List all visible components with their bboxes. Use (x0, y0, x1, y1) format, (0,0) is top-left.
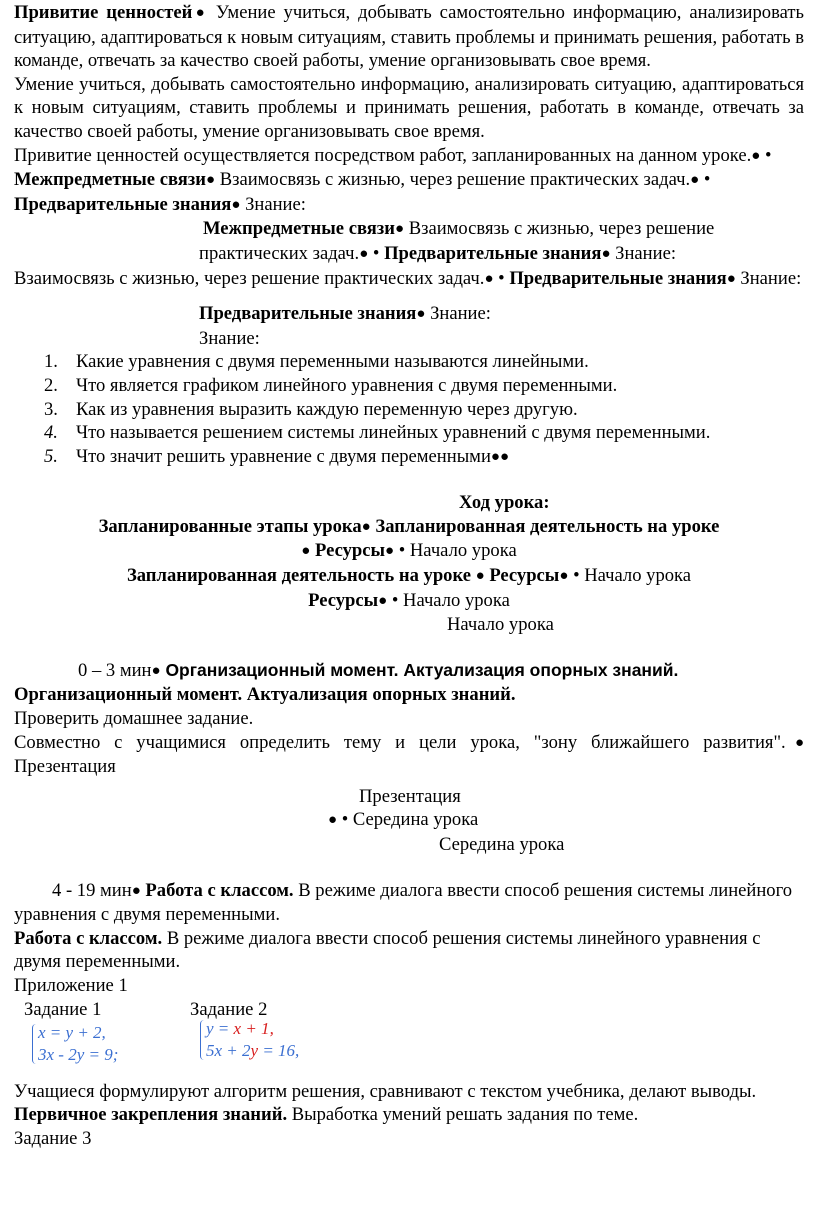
resources-start-line: Ресурсы● • Начало урока (308, 589, 510, 611)
bullet-small-icon: • (703, 169, 711, 191)
task2-system (206, 1018, 299, 1062)
list-item: 2. Что является графиком линейного уравнения с двумя переменными. (44, 374, 618, 396)
bullet-icon: ● (385, 543, 395, 560)
spacer (14, 637, 804, 659)
tasks-row (14, 998, 804, 1064)
bullet-icon: ● (785, 734, 804, 751)
life-connection-paragraph: Взаимосвязь с жизнью, через решение практических задач.● • Предварительные знания● Знание: (14, 267, 802, 289)
values-heading: Привитие ценностей (14, 2, 193, 23)
bullet-icon: ● (131, 882, 141, 899)
document-page (14, 0, 804, 1150)
bullet-icon: ● (361, 518, 371, 535)
bullet-icon: ● (416, 306, 426, 323)
bullet-small-icon: • (573, 565, 580, 587)
task3-label: Задание 3 (14, 1127, 92, 1149)
bullet-small-icon: • (391, 589, 399, 611)
task1-system (38, 1022, 118, 1066)
values-text: Умение учиться, добывать самостоятельно информацию, анализировать ситуацию, адаптироваться к новым ситуациям, ставить проблемы и принимать решения, работать в команде, отвечать за качество своей работы, умение организовывать свое время. (14, 2, 805, 72)
brace-icon (32, 1024, 38, 1064)
stages-heading: Запланированные этапы урока● Запланированная деятельность на уроке (98, 515, 720, 537)
bullet-icon: ● (499, 448, 510, 465)
list-item: 5. Что значит решить уравнение с двумя переменными●● (44, 445, 510, 467)
bullet-small-icon: • (498, 267, 505, 289)
stage2-paragraph: 4 - 19 мин● Работа с классом. В режиме диалога ввести способ решения системы линейного уравнения с двумя переменными. (14, 879, 793, 926)
bullet-icon: ● (726, 270, 736, 287)
presentation-label: Презентация (359, 785, 461, 807)
stage1-heading: 0 – 3 мин● Организационный момент. Актуализация опорных знаний. (78, 659, 679, 681)
spacer (14, 291, 804, 302)
bullet-icon: ● (490, 448, 500, 465)
bullet-icon: ● (690, 172, 700, 189)
bullet-small-icon: • (341, 809, 349, 831)
prior-knowledge-heading: Предварительные знания (14, 193, 232, 215)
students-formulate-paragraph: Учащиеся формулируют алгоритм решения, сравнивают с текстом учебника, делают выводы. (14, 1080, 757, 1102)
interdisciplinary-paragraph: Межпредметные связи● Взаимосвязь с жизнью, через решение (203, 218, 715, 240)
bullet-icon: ● (378, 592, 388, 609)
bullet-small-icon: • (764, 144, 772, 166)
bullet-icon: ● (192, 5, 208, 21)
bullet-icon: ● (328, 812, 338, 829)
bullet-icon: ● (475, 568, 485, 585)
primary-consolidation-paragraph: Первичное закрепления знаний. Выработка умений решать задания по теме. (14, 1104, 639, 1126)
stage1-title: Организационный момент. Актуализация опорных знаний. (14, 684, 516, 706)
bullet-icon: ● (359, 245, 369, 262)
list-item: 4. Что называется решением системы линейных уравнений с двумя переменными. (44, 422, 711, 444)
bullet-small-icon: • (398, 540, 406, 562)
bullet-icon: ● (559, 568, 569, 585)
brace-icon (200, 1020, 206, 1060)
middle-lesson-line: ● • Середина урока (328, 809, 479, 831)
task1-label: Задание 1 (24, 998, 102, 1020)
list-item: 1. Какие уравнения с двумя переменными называются линейными. (44, 351, 589, 373)
task2-equation-1: y = x + 1, (206, 1018, 274, 1038)
appendix-label: Приложение 1 (14, 974, 128, 996)
bullet-icon: ● (231, 196, 241, 213)
topic-goals-paragraph: Совместно с учащимися определить тему и цели урока, "зону ближайшего развития".● Презентация (14, 731, 804, 778)
task1-equation-2: 3x - 2y = 9; (38, 1044, 119, 1064)
bullet-icon: ● (301, 543, 311, 560)
planned-activity-line: Запланированная деятельность на уроке ● Ресурсы● • Начало урока (126, 565, 692, 587)
spacer (14, 857, 804, 879)
values-implementation-paragraph: Привитие ценностей осуществляется посредством работ, запланированных на данном уроке.● • Межпредметные связи● Взаимосвязь с жизнью, через решение практических задач.● • Предварительные знания● Знание: (14, 144, 772, 215)
list-item: 3. Как из уравнения выразить каждую переменную через другую. (44, 398, 578, 420)
task1-equation-1: x = y + 2, (38, 1022, 106, 1042)
spacer (14, 1060, 804, 1080)
interdisciplinary-heading: Межпредметные связи (14, 169, 206, 191)
questions-list (14, 350, 804, 469)
resources-line: ● Ресурсы● • Начало урока (301, 540, 517, 562)
bullet-icon: ● (394, 221, 405, 238)
bullet-icon: ● (151, 662, 161, 679)
bullet-icon: ● (205, 172, 216, 189)
bullet-icon: ● (484, 270, 494, 287)
lesson-course-heading: Ход урока: (459, 492, 550, 514)
task2-equation-2: 5x + 2y = 16, (206, 1040, 300, 1060)
middle-lesson-label: Середина урока (439, 834, 565, 855)
interdisciplinary-paragraph-cont: практических задач.● • Предварительные знания● Знание: (199, 242, 677, 264)
bullet-small-icon: • (372, 242, 380, 264)
knowledge-label: Знание: (199, 327, 260, 349)
bullet-icon: ● (751, 147, 761, 164)
prior-knowledge-paragraph: Предварительные знания● Знание: (199, 303, 491, 325)
class-work-paragraph: Работа с классом. В режиме диалога ввести способ решения системы линейного уравнения с двумя переменными. (14, 927, 761, 973)
task2-label: Задание 2 (190, 998, 268, 1020)
skills-paragraph: Умение учиться, добывать самостоятельно информацию, анализировать ситуацию, адаптироваться к новым ситуациям, ставить проблемы и принимать решения, работать в команде, отвечать за качество своей работы, умение организовывать свое время. (14, 73, 804, 142)
homework-check: Проверить домашнее задание. (14, 708, 254, 730)
lesson-start-label: Начало урока (447, 614, 554, 636)
spacer (14, 469, 804, 491)
values-paragraph (14, 1, 804, 73)
bullet-icon: ● (601, 245, 611, 262)
